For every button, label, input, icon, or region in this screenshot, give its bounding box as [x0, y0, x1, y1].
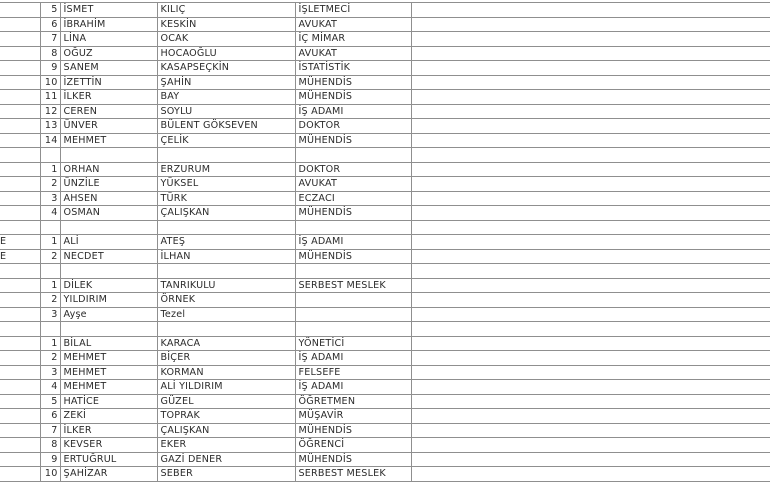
occupation-cell[interactable]: MÜHENDİS [295, 75, 411, 90]
surname-cell[interactable]: KORMAN [157, 365, 295, 380]
table-row [0, 75, 770, 90]
occupation-cell[interactable] [295, 264, 411, 279]
empty-cell[interactable] [411, 206, 770, 221]
surname-cell[interactable]: GAZİ DENER [157, 452, 295, 467]
surname-cell[interactable]: TÜRK [157, 191, 295, 206]
occupation-cell[interactable]: DOKTOR [295, 119, 411, 134]
row-number-cell[interactable]: 9 [40, 452, 60, 467]
surname-cell[interactable]: OCAK [157, 32, 295, 47]
table-row [0, 177, 770, 192]
surname-cell[interactable] [157, 148, 295, 163]
surname-cell[interactable]: YÜKSEL [157, 177, 295, 192]
first-name-cell[interactable] [60, 220, 157, 235]
first-name-cell[interactable]: KEVSER [60, 438, 157, 453]
surname-cell[interactable]: BÜLENT GÖKSEVEN [157, 119, 295, 134]
row-prefix-cell[interactable] [0, 351, 40, 366]
table-row [0, 336, 770, 351]
surname-cell[interactable]: ŞAHİN [157, 75, 295, 90]
occupation-cell[interactable]: İŞ ADAMI [295, 380, 411, 395]
table-row [0, 206, 770, 221]
empty-cell[interactable] [411, 46, 770, 61]
row-number-cell[interactable]: 1 [40, 278, 60, 293]
surname-cell[interactable]: Tezel [157, 307, 295, 322]
empty-cell[interactable] [411, 148, 770, 163]
surname-cell[interactable]: ATEŞ [157, 235, 295, 250]
occupation-cell[interactable] [295, 148, 411, 163]
row-prefix-cell[interactable] [0, 32, 40, 47]
row-prefix-cell[interactable] [0, 148, 40, 163]
row-prefix-cell[interactable] [0, 394, 40, 409]
empty-cell[interactable] [411, 191, 770, 206]
row-number-cell[interactable]: 4 [40, 206, 60, 221]
empty-cell[interactable] [411, 177, 770, 192]
surname-cell[interactable]: HOCAOĞLU [157, 46, 295, 61]
first-name-cell[interactable]: YILDIRIM [60, 293, 157, 308]
row-prefix-cell[interactable] [0, 206, 40, 221]
empty-cell[interactable] [411, 90, 770, 105]
first-name-cell[interactable]: ALİ [60, 235, 157, 250]
row-prefix-cell[interactable] [0, 90, 40, 105]
surname-cell[interactable]: BAY [157, 90, 295, 105]
surname-cell[interactable]: ÇALIŞKAN [157, 206, 295, 221]
row-number-cell[interactable] [40, 220, 60, 235]
first-name-cell[interactable]: İBRAHİM [60, 17, 157, 32]
first-name-cell[interactable]: MEHMET [60, 351, 157, 366]
first-name-cell[interactable]: AHSEN [60, 191, 157, 206]
table-row [0, 104, 770, 119]
first-name-cell[interactable] [60, 148, 157, 163]
row-number-cell[interactable] [40, 148, 60, 163]
surname-cell[interactable]: TOPRAK [157, 409, 295, 424]
table-row [0, 351, 770, 366]
occupation-cell[interactable]: İŞ ADAMI [295, 104, 411, 119]
surname-cell[interactable]: KESKİN [157, 17, 295, 32]
row-number-cell[interactable]: 2 [40, 351, 60, 366]
occupation-cell[interactable]: İÇ MİMAR [295, 32, 411, 47]
occupation-cell[interactable]: İŞ ADAMI [295, 235, 411, 250]
row-prefix-cell[interactable] [0, 3, 40, 18]
table-row [0, 148, 770, 163]
empty-cell[interactable] [411, 3, 770, 18]
first-name-cell[interactable]: İLKER [60, 423, 157, 438]
empty-cell[interactable] [411, 220, 770, 235]
occupation-cell[interactable]: İSTATİSTİK [295, 61, 411, 76]
first-name-cell[interactable]: OĞUZ [60, 46, 157, 61]
table-row [0, 293, 770, 308]
first-name-cell[interactable]: LİNA [60, 32, 157, 47]
first-name-cell[interactable]: BİLAL [60, 336, 157, 351]
row-prefix-cell[interactable] [0, 293, 40, 308]
empty-cell[interactable] [411, 249, 770, 264]
occupation-cell[interactable]: SERBEST MESLEK [295, 278, 411, 293]
empty-cell[interactable] [411, 380, 770, 395]
row-prefix-cell[interactable] [0, 177, 40, 192]
surname-cell[interactable]: SOYLU [157, 104, 295, 119]
occupation-cell[interactable]: MÜŞAVİR [295, 409, 411, 424]
row-number-cell[interactable]: 1 [40, 162, 60, 177]
surname-cell[interactable]: ÖRNEK [157, 293, 295, 308]
row-number-cell[interactable]: 3 [40, 191, 60, 206]
row-prefix-cell[interactable] [0, 438, 40, 453]
row-prefix-cell[interactable] [0, 409, 40, 424]
occupation-cell[interactable]: MÜHENDİS [295, 133, 411, 148]
first-name-cell[interactable]: HATİCE [60, 394, 157, 409]
row-number-cell[interactable]: 6 [40, 17, 60, 32]
row-number-cell[interactable]: 1 [40, 235, 60, 250]
table-row [0, 133, 770, 148]
empty-cell[interactable] [411, 409, 770, 424]
surname-cell[interactable]: ÇALIŞKAN [157, 423, 295, 438]
row-number-cell[interactable]: 9 [40, 61, 60, 76]
empty-cell[interactable] [411, 235, 770, 250]
occupation-cell[interactable]: ECZACI [295, 191, 411, 206]
surname-cell[interactable] [157, 264, 295, 279]
table-row [0, 90, 770, 105]
first-name-cell[interactable]: OSMAN [60, 206, 157, 221]
first-name-cell[interactable]: İZETTİN [60, 75, 157, 90]
row-number-cell[interactable]: 12 [40, 104, 60, 119]
first-name-cell[interactable]: NECDET [60, 249, 157, 264]
first-name-cell[interactable]: MEHMET [60, 365, 157, 380]
row-prefix-cell[interactable] [0, 162, 40, 177]
table-row [0, 46, 770, 61]
member-table [0, 2, 770, 482]
row-prefix-cell[interactable] [0, 119, 40, 134]
occupation-cell[interactable]: MÜHENDİS [295, 206, 411, 221]
empty-cell[interactable] [411, 438, 770, 453]
empty-cell[interactable] [411, 351, 770, 366]
occupation-cell[interactable]: MÜHENDİS [295, 452, 411, 467]
row-prefix-cell[interactable] [0, 191, 40, 206]
empty-cell[interactable] [411, 264, 770, 279]
row-prefix-cell[interactable] [0, 322, 40, 337]
empty-cell[interactable] [411, 75, 770, 90]
first-name-cell[interactable]: Ayşe [60, 307, 157, 322]
first-name-cell[interactable]: MEHMET [60, 380, 157, 395]
row-number-cell[interactable]: 13 [40, 119, 60, 134]
occupation-cell[interactable]: YÖNETİCİ [295, 336, 411, 351]
table-row [0, 307, 770, 322]
table-row [0, 438, 770, 453]
row-number-cell[interactable]: 3 [40, 365, 60, 380]
empty-cell[interactable] [411, 119, 770, 134]
row-number-cell[interactable]: 11 [40, 90, 60, 105]
empty-cell[interactable] [411, 133, 770, 148]
occupation-cell[interactable]: AVUKAT [295, 177, 411, 192]
table-row [0, 278, 770, 293]
occupation-cell[interactable]: ÖĞRETMEN [295, 394, 411, 409]
row-prefix-cell[interactable] [0, 452, 40, 467]
first-name-cell[interactable]: ŞAHİZAR [60, 467, 157, 482]
surname-cell[interactable]: TANRIKULU [157, 278, 295, 293]
row-number-cell[interactable]: 10 [40, 467, 60, 482]
row-number-cell[interactable]: 2 [40, 293, 60, 308]
first-name-cell[interactable]: ZEKİ [60, 409, 157, 424]
row-number-cell[interactable]: 6 [40, 409, 60, 424]
row-number-cell[interactable]: 8 [40, 46, 60, 61]
occupation-cell[interactable] [295, 293, 411, 308]
row-prefix-cell[interactable] [0, 104, 40, 119]
first-name-cell[interactable] [60, 264, 157, 279]
occupation-cell[interactable] [295, 322, 411, 337]
surname-cell[interactable] [157, 220, 295, 235]
surname-cell[interactable]: ALİ YILDIRIM [157, 380, 295, 395]
first-name-cell[interactable]: SANEM [60, 61, 157, 76]
table-row [0, 380, 770, 395]
occupation-cell[interactable]: MÜHENDİS [295, 90, 411, 105]
row-number-cell[interactable]: 7 [40, 423, 60, 438]
table-row [0, 220, 770, 235]
row-number-cell[interactable]: 2 [40, 249, 60, 264]
surname-cell[interactable]: BİÇER [157, 351, 295, 366]
first-name-cell[interactable]: MEHMET [60, 133, 157, 148]
occupation-cell[interactable]: MÜHENDİS [295, 249, 411, 264]
row-prefix-cell[interactable] [0, 220, 40, 235]
row-number-cell[interactable]: 7 [40, 32, 60, 47]
occupation-cell[interactable]: ÖĞRENCİ [295, 438, 411, 453]
row-number-cell[interactable]: 3 [40, 307, 60, 322]
row-number-cell[interactable]: 1 [40, 336, 60, 351]
empty-cell[interactable] [411, 336, 770, 351]
occupation-cell[interactable]: İŞ ADAMI [295, 351, 411, 366]
occupation-cell[interactable] [295, 220, 411, 235]
row-number-cell[interactable]: 4 [40, 380, 60, 395]
row-prefix-cell[interactable] [0, 365, 40, 380]
row-number-cell[interactable]: 8 [40, 438, 60, 453]
row-prefix-cell[interactable] [0, 133, 40, 148]
table-row [0, 264, 770, 279]
table-row [0, 452, 770, 467]
surname-cell[interactable]: ERZURUM [157, 162, 295, 177]
row-number-cell[interactable] [40, 322, 60, 337]
table-row [0, 235, 770, 250]
table-row [0, 322, 770, 337]
empty-cell[interactable] [411, 452, 770, 467]
first-name-cell[interactable]: ERTUĞRUL [60, 452, 157, 467]
first-name-cell[interactable]: İLKER [60, 90, 157, 105]
empty-cell[interactable] [411, 394, 770, 409]
occupation-cell[interactable]: FELSEFE [295, 365, 411, 380]
row-prefix-cell[interactable] [0, 423, 40, 438]
occupation-cell[interactable]: SERBEST MESLEK [295, 467, 411, 482]
empty-cell[interactable] [411, 365, 770, 380]
row-number-cell[interactable]: 5 [40, 394, 60, 409]
row-prefix-cell[interactable] [0, 336, 40, 351]
row-number-cell[interactable] [40, 264, 60, 279]
empty-cell[interactable] [411, 322, 770, 337]
table-row [0, 249, 770, 264]
table-row [0, 394, 770, 409]
empty-cell[interactable] [411, 61, 770, 76]
empty-cell[interactable] [411, 278, 770, 293]
occupation-cell[interactable]: DOKTOR [295, 162, 411, 177]
table-row [0, 467, 770, 482]
row-prefix-cell[interactable] [0, 61, 40, 76]
surname-cell[interactable]: KILIÇ [157, 3, 295, 18]
row-number-cell[interactable]: 14 [40, 133, 60, 148]
table-row [0, 17, 770, 32]
surname-cell[interactable]: İLHAN [157, 249, 295, 264]
empty-cell[interactable] [411, 423, 770, 438]
first-name-cell[interactable]: ÜNVER [60, 119, 157, 134]
row-prefix-cell[interactable] [0, 46, 40, 61]
row-prefix-cell[interactable] [0, 75, 40, 90]
first-name-cell[interactable] [60, 322, 157, 337]
table-row [0, 162, 770, 177]
occupation-cell[interactable]: İŞLETMECİ [295, 3, 411, 18]
surname-cell[interactable]: EKER [157, 438, 295, 453]
table-row [0, 423, 770, 438]
surname-cell[interactable]: ÇELİK [157, 133, 295, 148]
table-row [0, 365, 770, 380]
row-number-cell[interactable]: 10 [40, 75, 60, 90]
empty-cell[interactable] [411, 32, 770, 47]
empty-cell[interactable] [411, 162, 770, 177]
table-row [0, 3, 770, 18]
empty-cell[interactable] [411, 104, 770, 119]
row-prefix-cell[interactable] [0, 380, 40, 395]
surname-cell[interactable]: KARACA [157, 336, 295, 351]
empty-cell[interactable] [411, 17, 770, 32]
first-name-cell[interactable]: ÜNZİLE [60, 177, 157, 192]
occupation-cell[interactable] [295, 307, 411, 322]
surname-cell[interactable]: KASAPSEÇKİN [157, 61, 295, 76]
occupation-cell[interactable]: MÜHENDİS [295, 423, 411, 438]
first-name-cell[interactable]: CEREN [60, 104, 157, 119]
row-prefix-cell[interactable] [0, 467, 40, 482]
surname-cell[interactable]: SEBER [157, 467, 295, 482]
first-name-cell[interactable]: DİLEK [60, 278, 157, 293]
table-row [0, 191, 770, 206]
surname-cell[interactable]: GÜZEL [157, 394, 295, 409]
row-prefix-cell[interactable] [0, 278, 40, 293]
table-row [0, 119, 770, 134]
row-prefix-cell[interactable]: E [0, 249, 40, 264]
row-prefix-cell[interactable] [0, 264, 40, 279]
surname-cell[interactable] [157, 322, 295, 337]
occupation-cell[interactable]: AVUKAT [295, 17, 411, 32]
row-prefix-cell[interactable]: E [0, 235, 40, 250]
row-number-cell[interactable]: 5 [40, 3, 60, 18]
empty-cell[interactable] [411, 467, 770, 482]
table-row [0, 32, 770, 47]
row-number-cell[interactable]: 2 [40, 177, 60, 192]
row-prefix-cell[interactable] [0, 17, 40, 32]
occupation-cell[interactable]: AVUKAT [295, 46, 411, 61]
first-name-cell[interactable]: İSMET [60, 3, 157, 18]
row-prefix-cell[interactable] [0, 307, 40, 322]
empty-cell[interactable] [411, 293, 770, 308]
table-row [0, 61, 770, 76]
empty-cell[interactable] [411, 307, 770, 322]
first-name-cell[interactable]: ORHAN [60, 162, 157, 177]
table-row [0, 409, 770, 424]
